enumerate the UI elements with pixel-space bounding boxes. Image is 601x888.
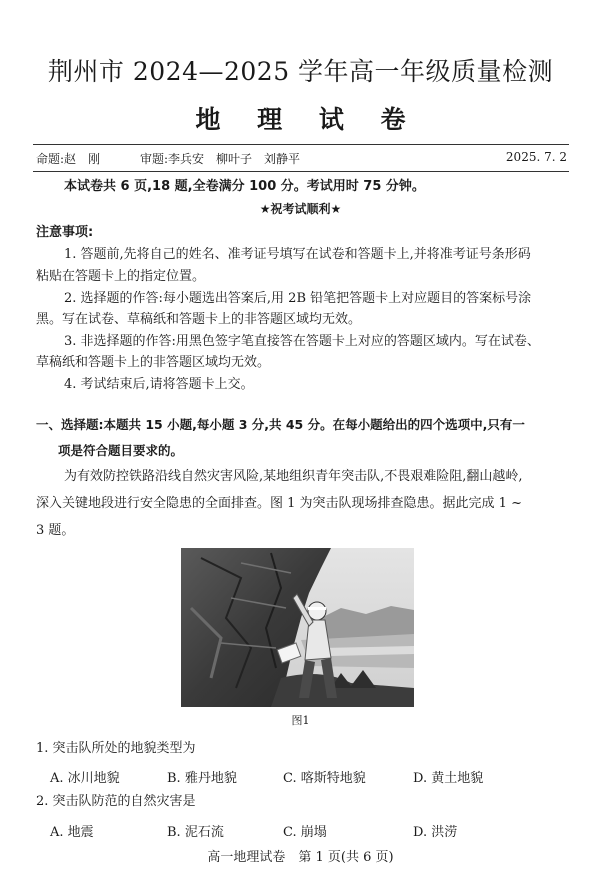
question-option: D. 洪涝 <box>413 825 458 840</box>
figure-caption: 图1 <box>291 714 310 727</box>
passage-line: 3 题。 <box>36 523 75 538</box>
passage-line: 深入关键地段进行安全隐患的全面排查。图 1 为突击队现场排查隐患。据此完成 1 ~ <box>36 496 522 511</box>
note-line: 3. 非选择题的作答:用黑色签字笔直接答在答题卡上对应的答题区域内。写在试卷、 <box>64 334 540 349</box>
header-rule-bottom <box>33 171 569 172</box>
setter-credit: 命题:赵 刚 <box>36 152 101 166</box>
reviewer-credit: 审题:李兵安 柳叶子 刘静平 <box>140 152 301 166</box>
note-line: 4. 考试结束后,请将答题卡上交。 <box>64 377 254 392</box>
note-line: 粘贴在答题卡上的指定位置。 <box>36 269 206 284</box>
note-line: 草稿纸和答题卡上的非答题区域均无效。 <box>36 355 271 370</box>
note-line: 黑。写在试卷、草稿纸和答题卡上的非答题区域均无效。 <box>36 312 362 327</box>
subject-title: 地 理 试 卷 <box>195 105 420 134</box>
question-option: B. 泥石流 <box>167 825 224 840</box>
exam-summary: 本试卷共 6 页,18 题,全卷满分 100 分。考试用时 75 分钟。 <box>64 179 425 194</box>
rock-cliff-inspector-illustration <box>181 548 414 707</box>
question-option: A. 冰川地貌 <box>50 771 120 786</box>
notes-heading: 注意事项: <box>36 225 94 240</box>
page-footer: 高一地理试卷 第 1 页(共 6 页) <box>207 850 394 865</box>
exam-title: 荆州市 2024—2025 学年高一年级质量检测 <box>47 57 554 86</box>
question-option: D. 黄土地貌 <box>413 771 484 786</box>
question-stem: 1. 突击队所处的地貌类型为 <box>36 741 196 756</box>
question-option: B. 雅丹地貌 <box>167 771 237 786</box>
question-option: C. 崩塌 <box>283 825 327 840</box>
passage-line: 为有效防控铁路沿线自然灾害风险,某地组织青年突击队,不畏艰难险阻,翻山越岭, <box>64 469 523 484</box>
blessing-banner: ★祝考试顺利★ <box>259 202 342 216</box>
question-option: C. 喀斯特地貌 <box>283 771 366 786</box>
question-stem: 2. 突击队防范的自然灾害是 <box>36 794 196 809</box>
exam-date: 2025. 7. 2 <box>505 150 567 164</box>
section-heading: 一、选择题:本题共 15 小题,每小题 3 分,共 45 分。在每小题给出的四个选项中,只有一 <box>36 417 525 432</box>
section-heading-continued: 项是符合题目要求的。 <box>58 443 184 458</box>
header-rule-top <box>33 144 569 145</box>
figure-photo <box>181 548 414 707</box>
note-line: 2. 选择题的作答:每小题选出答案后,用 2B 铅笔把答题卡上对应题目的答案标号涂 <box>64 291 532 306</box>
question-option: A. 地震 <box>50 825 94 840</box>
note-line: 1. 答题前,先将自己的姓名、准考证号填写在试卷和答题卡上,并将准考证号条形码 <box>64 247 531 262</box>
